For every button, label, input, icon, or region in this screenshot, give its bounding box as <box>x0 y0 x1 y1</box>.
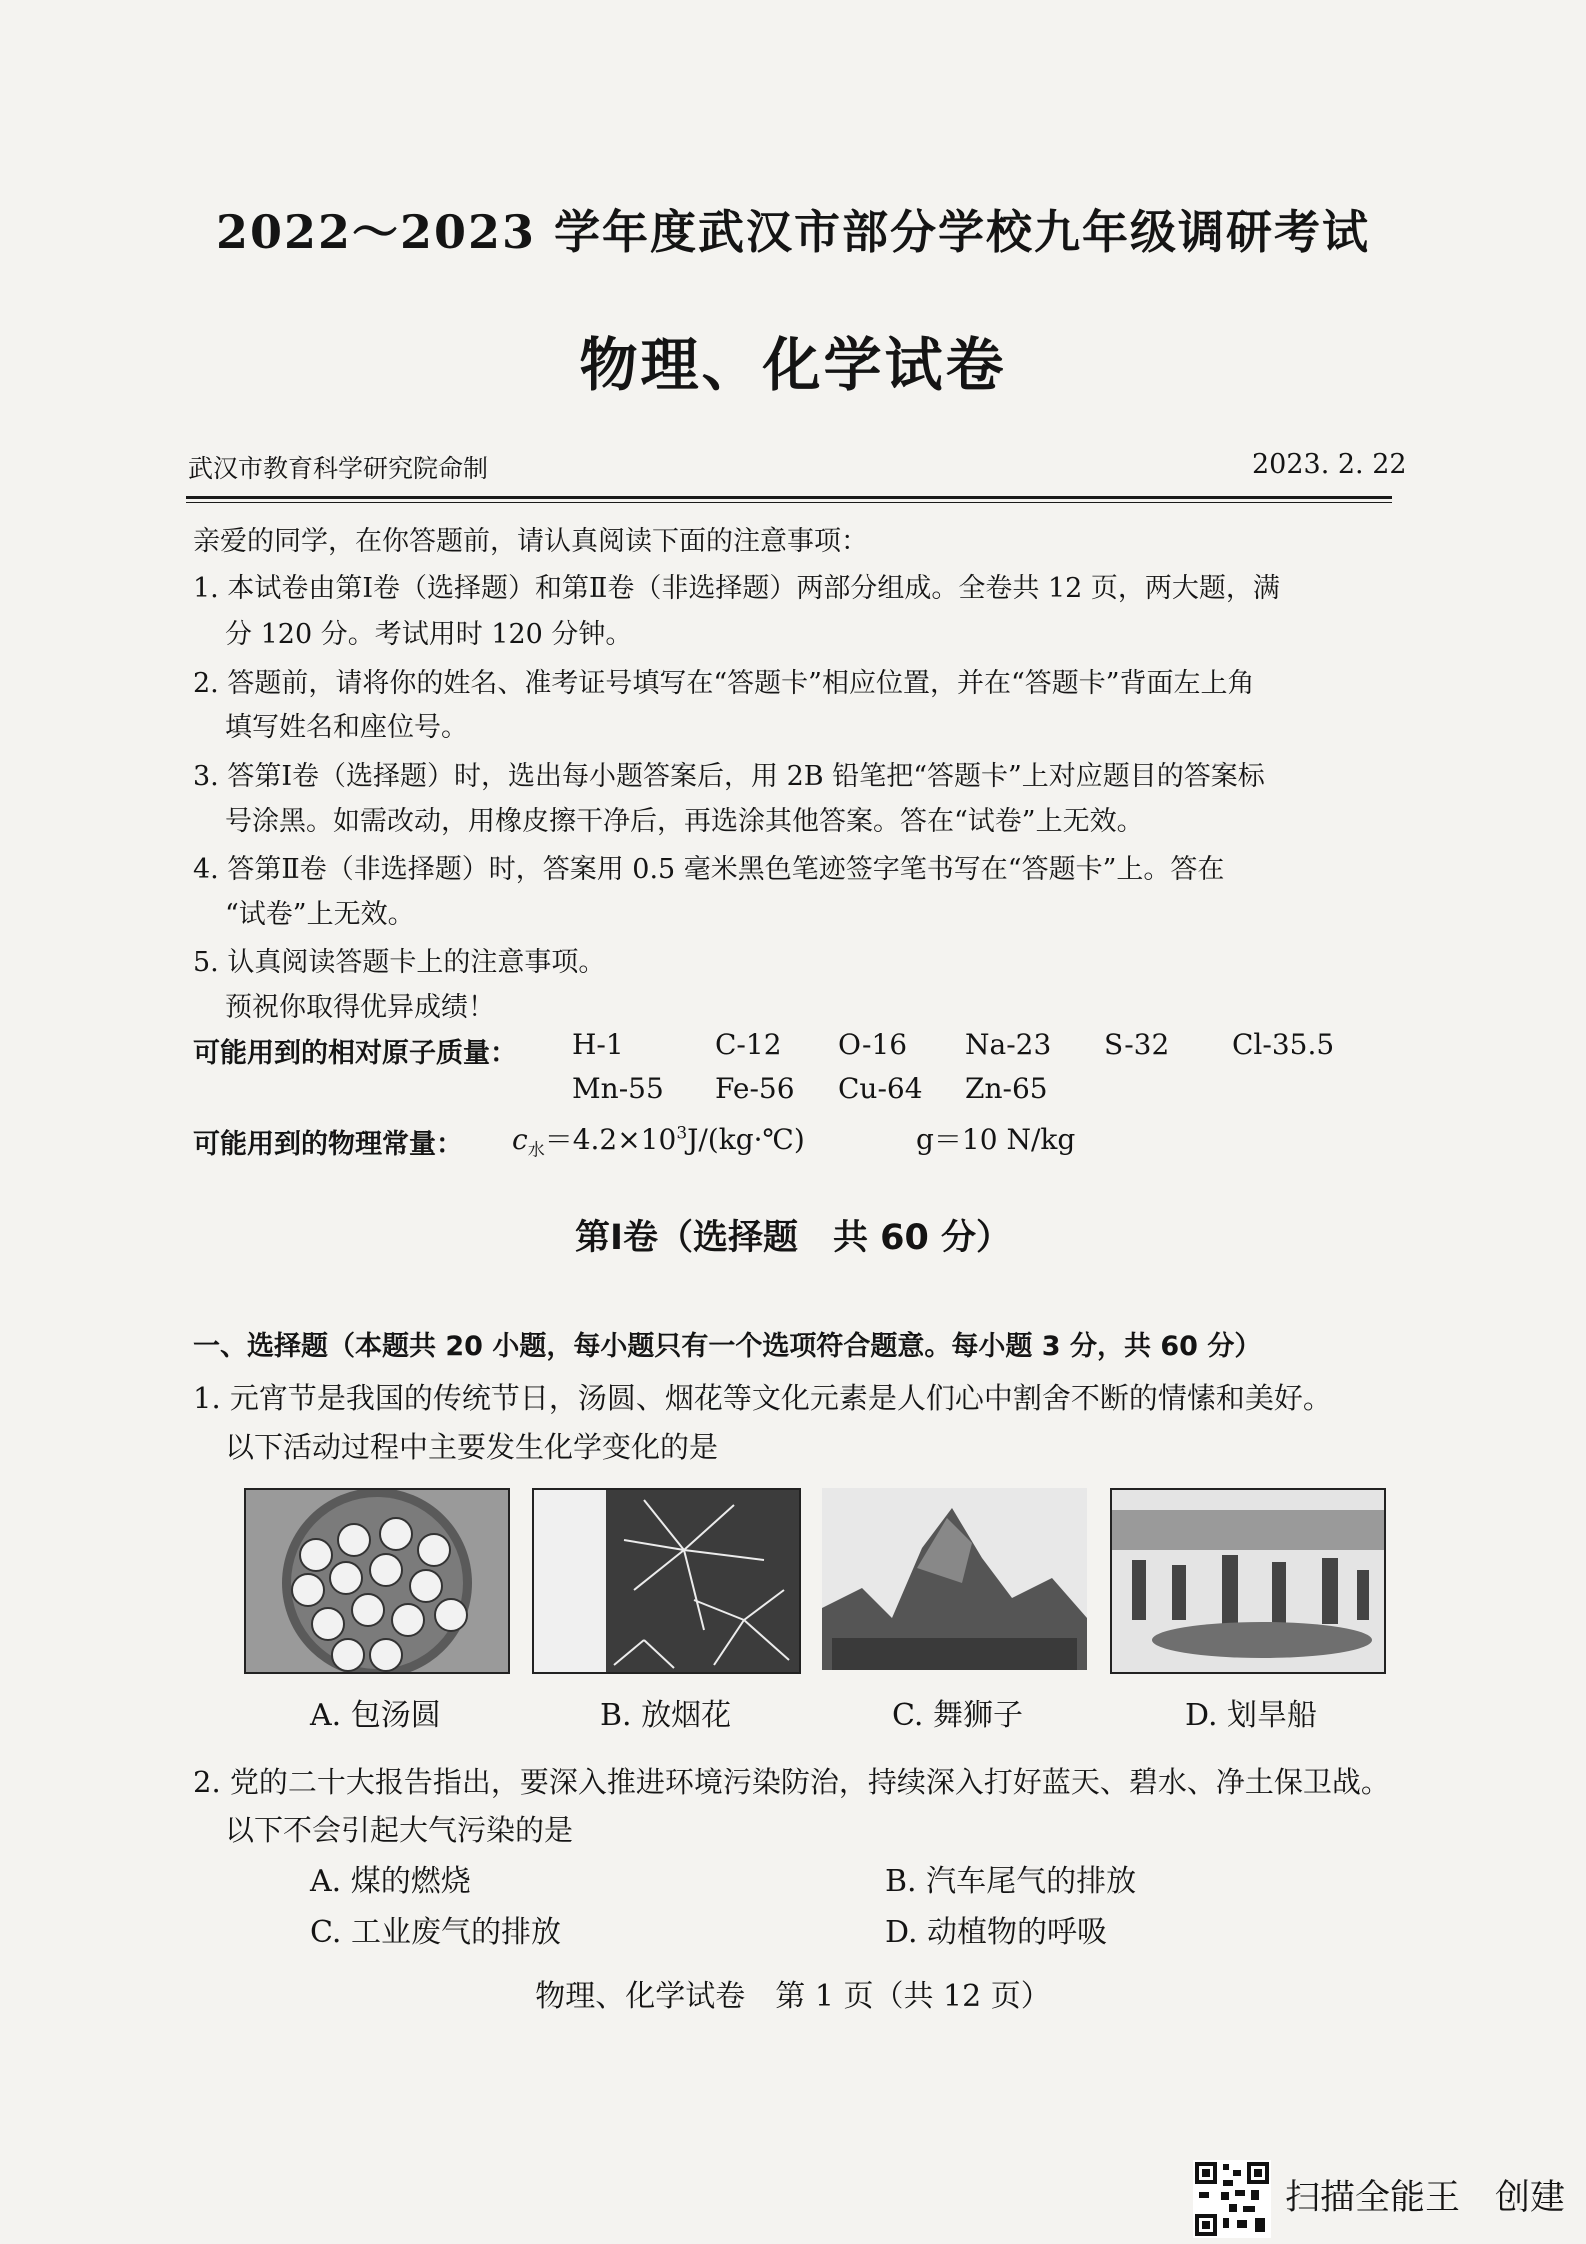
header-rule-thin <box>186 502 1392 503</box>
q1-option-b: B. 放烟花 <box>600 1698 732 1733</box>
good-luck: 预祝你取得优异成绩！ <box>225 992 495 1023</box>
qr-code-icon <box>1193 2160 1271 2238</box>
gravity-constant: g＝10 N/kg <box>916 1123 1076 1156</box>
notice-item-3-line2: 号涂黑。如需改动，用橡皮擦干净后，再选涂其他答案。答在“试卷”上无效。 <box>225 806 1144 837</box>
atomic-mass-na: Na-23 <box>965 1028 1052 1061</box>
atomic-mass-c: C-12 <box>715 1028 782 1061</box>
atomic-mass-fe: Fe-56 <box>715 1072 795 1105</box>
c-symbol: c <box>512 1123 528 1156</box>
notice-item-2-line2: 填写姓名和座位号。 <box>225 712 468 743</box>
q2-option-b: B. 汽车尾气的排放 <box>885 1864 1137 1899</box>
q1-stem-line1: 1. 元宵节是我国的传统节日，汤圆、烟花等文化元素是人们心中割舍不断的情愫和美好。 <box>193 1381 1332 1415</box>
c-exponent: 3 <box>676 1123 688 1144</box>
exam-title: 2022～2023 学年度武汉市部分学校九年级调研考试 <box>215 205 1371 259</box>
photo-tangyuan <box>244 1488 510 1674</box>
q1-option-d: D. 划旱船 <box>1185 1698 1318 1733</box>
q2-stem-line2: 以下不会引起大气污染的是 <box>225 1813 574 1847</box>
specific-heat-water <box>512 1118 805 1161</box>
c-value: ＝4.2×10 <box>544 1123 677 1156</box>
photo-lion-dance <box>822 1488 1087 1670</box>
exam-date: 2023. 2. 22 <box>1252 449 1407 480</box>
notice-item-1-line1: 1. 本试卷由第Ⅰ卷（选择题）和第Ⅱ卷（非选择题）两部分组成。全卷共 12 页，两大题，满 <box>193 573 1280 604</box>
atomic-mass-zn: Zn-65 <box>965 1072 1048 1105</box>
header-rule-thick <box>186 496 1392 499</box>
q2-stem-line1: 2. 党的二十大报告指出，要深入推进环境污染防治，持续深入打好蓝天、碧水、净土保卫战。 <box>193 1765 1390 1799</box>
constants-label: 可能用到的物理常量： <box>193 1129 463 1160</box>
notice-intro: 亲爱的同学，在你答题前，请认真阅读下面的注意事项： <box>193 526 868 557</box>
atomic-mass-s: S-32 <box>1104 1028 1170 1061</box>
atomic-mass-h: H-1 <box>572 1028 624 1061</box>
notice-item-5: 5. 认真阅读答题卡上的注意事项。 <box>193 947 606 978</box>
atomic-mass-o: O-16 <box>838 1028 908 1061</box>
issuer: 武汉市教育科学研究院命制 <box>188 454 489 483</box>
c-subscript: 水 <box>527 1140 545 1161</box>
q1-option-c: C. 舞狮子 <box>892 1698 1023 1733</box>
land-boat-image <box>1112 1490 1384 1672</box>
lion-dance-image <box>822 1488 1087 1670</box>
q2-option-d: D. 动植物的呼吸 <box>885 1915 1108 1950</box>
section-title: 第Ⅰ卷（选择题 共 60 分） <box>574 1218 1012 1258</box>
q2-option-c: C. 工业废气的排放 <box>310 1915 561 1950</box>
q2-option-a: A. 煤的燃烧 <box>310 1864 471 1899</box>
scanner-watermark: 扫描全能王 创建 <box>1285 2178 1566 2218</box>
q1-stem-line2: 以下活动过程中主要发生化学变化的是 <box>225 1430 719 1464</box>
atomic-mass-label: 可能用到的相对原子质量： <box>193 1038 517 1069</box>
notice-item-1-line2: 分 120 分。考试用时 120 分钟。 <box>225 619 633 650</box>
photo-fireworks <box>532 1488 801 1674</box>
notice-item-2-line1: 2. 答题前，请将你的姓名、准考证号填写在“答题卡”相应位置，并在“答题卡”背面左上角 <box>193 668 1255 699</box>
atomic-mass-mn: Mn-55 <box>572 1072 664 1105</box>
page-footer: 物理、化学试卷 第 1 页（共 12 页） <box>535 1979 1051 2014</box>
q1-option-a: A. 包汤圆 <box>310 1698 441 1733</box>
tangyuan-image <box>246 1490 508 1672</box>
notice-item-3-line1: 3. 答第Ⅰ卷（选择题）时，选出每小题答案后，用 2B 铅笔把“答题卡”上对应题目的答案标 <box>193 761 1265 792</box>
exam-subtitle: 物理、化学试卷 <box>579 331 1007 399</box>
notice-item-4-line2: “试卷”上无效。 <box>225 899 415 930</box>
atomic-mass-cu: Cu-64 <box>838 1072 923 1105</box>
fireworks-image <box>534 1490 799 1672</box>
notice-item-4-line1: 4. 答第Ⅱ卷（非选择题）时，答案用 0.5 毫米黑色笔迹签字笔书写在“答题卡”上。答在 <box>193 854 1225 885</box>
c-unit: J/(kg·℃) <box>687 1123 805 1156</box>
photo-land-boat <box>1110 1488 1386 1674</box>
atomic-mass-cl: Cl-35.5 <box>1232 1028 1335 1061</box>
part-heading: 一、选择题（本题共 20 小题，每小题只有一个选项符合题意。每小题 3 分，共 60 分） <box>193 1331 1262 1362</box>
